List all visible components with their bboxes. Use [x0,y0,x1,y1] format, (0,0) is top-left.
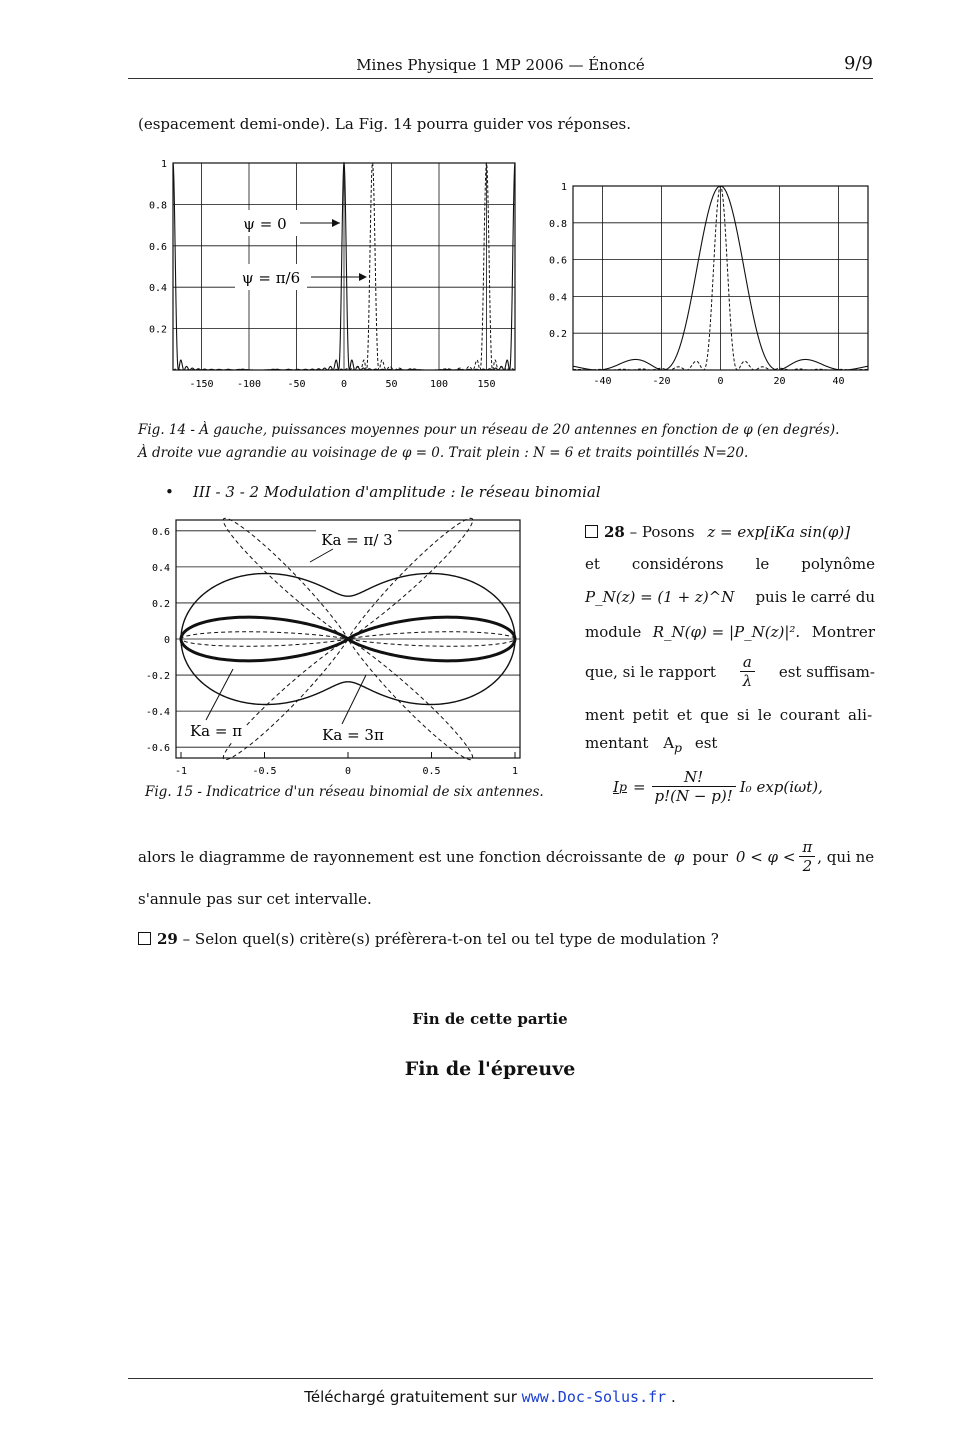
y-tick-label: 0 [163,635,170,646]
arrow-ka-pi [206,669,233,720]
y-tick-label: 0.4 [548,292,567,304]
intro-line: (espacement demi-onde). La Fig. 14 pourra guider vos réponses. [138,115,631,133]
q28-l4c: Montrer [811,623,875,641]
after-ineq: 0 < φ < [735,847,796,866]
x-tick-label: -150 [189,379,214,390]
y-tick-label: 0.2 [148,324,167,336]
footer-link[interactable]: www.Doc-Solus.fr [521,1388,667,1406]
y-tick-label: 1 [560,182,567,193]
after-fraction [799,838,815,875]
fig14-right-chart [535,178,880,393]
q28-ratio [740,653,756,690]
header-title: Mines Physique 1 MP 2006 — Énoncé [356,56,645,74]
q28-l2c: le [755,555,770,573]
eq-rhs: I₀ exp(iωt), [739,777,823,796]
x-tick-label: 1 [511,766,519,777]
x-tick-label: 100 [429,379,449,390]
fig14-caption-1: Fig. 14 - À gauche, puissances moyennes pour un réseau de 20 antennes en fonction de φ (en degrés). [138,422,840,438]
arrow-ka-pi3 [310,549,333,562]
fig14-left-chart [135,155,525,395]
eq-fraction [652,768,736,805]
x-tick-label: 150 [477,379,496,390]
x-tick-label: 20 [773,376,786,387]
footer-divider [128,1378,873,1379]
q28-number: 28 [604,523,625,541]
eq-lhs-sub: p [618,779,627,794]
x-tick-label: 50 [385,379,398,390]
y-tick-label: 1 [160,159,167,170]
y-tick-label: -0.2 [145,671,170,683]
eq-lhs: I [613,777,619,796]
x-tick-label: -20 [652,376,671,387]
page-header [128,50,873,79]
q28-l6: ment petit et que si le courant ali- [585,706,873,724]
q29-number: 29 [157,930,178,948]
fig14-caption-2: À droite vue agrandie au voisinage de φ = 0. Trait plein : N = 6 et traits pointillés N=20. [138,445,749,461]
x-tick-label: -40 [593,376,612,387]
after-line [138,838,878,875]
x-tick-label: -1 [174,766,188,777]
x-tick-label: -50 [287,379,306,390]
fig14-left-plot [149,159,515,390]
x-tick-label: -100 [236,379,262,390]
y-tick-label: 0.2 [151,598,170,610]
after-text-a: alors le diagramme de rayonnement est une fonction décroissante de [138,847,666,866]
y-tick-label: -0.6 [145,743,170,755]
checkbox-icon [138,932,151,945]
q28-l2a: et [585,555,600,573]
x-tick-label: 0.5 [422,766,441,777]
y-tick-label: 0.8 [148,200,167,212]
y-tick-label: 0.6 [151,526,170,538]
question-29 [138,930,719,948]
q28-l3b: puis le carré du [755,588,875,606]
footer-text: Téléchargé gratuitement sur [304,1388,517,1406]
after-text-b: , qui ne [817,847,875,866]
footer [0,1388,980,1406]
section-bullet: • [165,483,174,501]
y-tick-label: -0.4 [145,707,170,719]
after-phi: φ [673,847,685,866]
fig15-caption: Fig. 15 - Indicatrice d'un réseau binomial de six antennes. [145,784,544,800]
q28-l3a: P_N(z) = (1 + z)^N [585,588,735,606]
q28-l2d: polynôme [801,555,875,573]
end-part: Fin de cette partie [412,1010,568,1028]
after-frac-den: 2 [802,857,813,875]
fig15-plot [146,518,520,777]
q28-l1a: – Posons [629,523,695,541]
eq-den: p!(N − p)! [654,787,733,805]
x-tick-label: 0 [344,766,352,777]
q29-text: – Selon quel(s) critère(s) préfèrera-t-on tel ou tel type de modulation ? [182,930,719,948]
x-tick-label: 0 [717,376,724,387]
after-frac-num: π [799,838,815,857]
checkbox-icon [585,525,598,538]
y-tick-label: 0.2 [548,329,567,341]
x-tick-label: 40 [832,376,845,387]
q28-l7b: A [663,734,675,752]
y-tick-label: 0.8 [548,218,567,230]
q28-l5b: est suffisam- [778,662,875,681]
after-pour: pour [692,847,728,866]
q28-l4a: module [585,623,642,641]
end-exam: Fin de l'épreuve [404,1058,576,1080]
q28-l1b: z = exp[iKa sin(φ)] [707,523,851,541]
label-psi-pi6: ψ = π/6 [241,269,301,287]
q28-l7a: mentant [585,734,649,752]
page-number: 9/9 [844,53,873,74]
footer-dot: . [670,1388,676,1406]
q28-l5a: que, si le rapport [585,662,716,681]
section-title: III - 3 - 2 Modulation d'amplitude : le réseau binomial [193,483,601,501]
fig14-right-plot [549,182,868,387]
q28-ratio-num: a [740,653,756,672]
label-ka-3pi: Ka = 3π [322,726,384,744]
x-tick-label: -0.5 [252,766,277,777]
x-tick-label: 0 [340,379,348,390]
y-tick-label: 0.4 [151,562,170,574]
label-ka-pi3: Ka = π/ 3 [321,531,393,549]
q28-l7sub: p [674,740,683,755]
q28-l2b: considérons [631,555,724,573]
eq-num: N! [652,768,736,787]
question-28: 28 – Posons z = exp[iKa sin(φ)] et considérons le polynôme P_N(z) = (1 + z)^N puis le carré du module R_N(φ) = |P_N(z)|². Montrer que, si le rapport $\frac{a}{\lambda}$ est suffisam- ment petit et que si le courant ali- mentant $A_p$ est I p = $\frac{N!}{p!(N - p)!}$ I₀ exp(iωt), [585,523,875,805]
y-tick-label: 0.6 [148,241,167,253]
y-tick-label: 0.6 [548,255,567,267]
arrowhead-psi-0 [332,219,340,227]
after-line-2: s'annule pas sur cet intervalle. [138,890,372,908]
q28-l7c: est [694,734,718,752]
label-ka-pi: Ka = π [189,722,243,740]
q28-ratio-den: λ [742,672,753,690]
label-psi-0: ψ = 0 [243,215,287,233]
y-tick-label: 0.4 [148,283,167,295]
q28-l4b: R_N(φ) = |P_N(z)|². [652,623,801,641]
arrowhead-psi-pi6 [359,273,367,281]
fig15-chart [128,512,538,782]
